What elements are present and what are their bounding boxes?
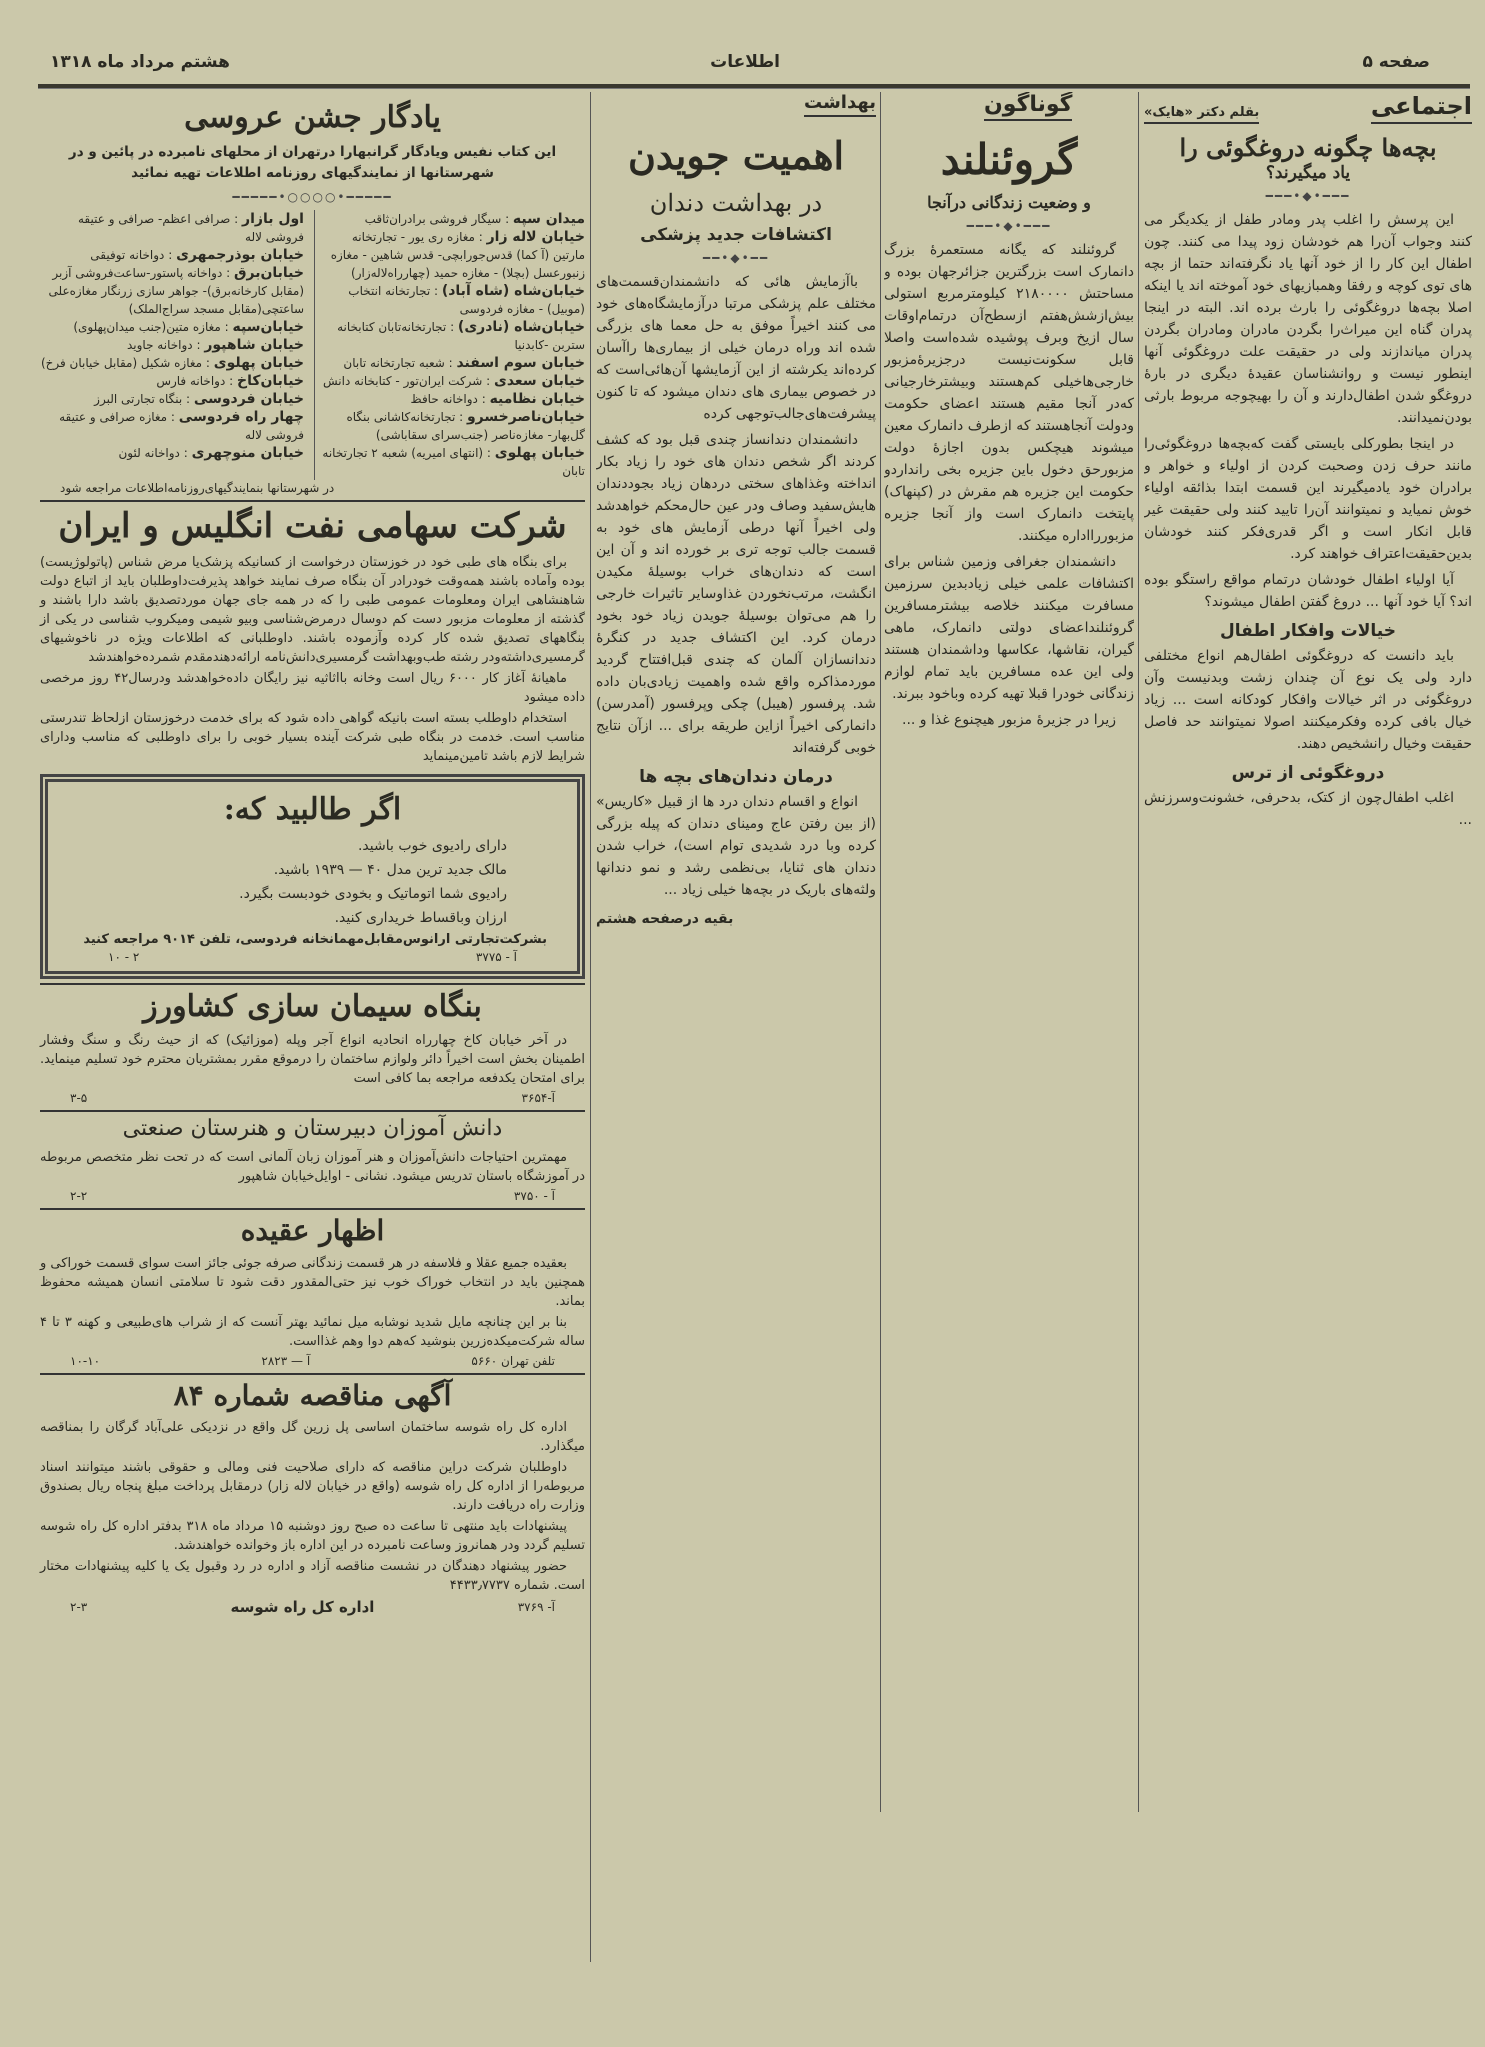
outlet-entry: خیابان‌ناصرخسرو : تجارتخانه‌کاشانی بنگاه گل‌بهار- مغازه‌ناصر (جنب‌سرای سقاباشی)	[346, 409, 585, 442]
outlet-list-left	[40, 210, 304, 480]
ad-signature: اداره کل راه شوسه	[230, 1598, 375, 1617]
street-name: خیابان‌شاه (شاه آباد)	[441, 283, 585, 299]
shop-names: سیگار فروشی برادران‌ثاقب	[364, 212, 502, 226]
paragraph: مهمترین احتیاجات دانش‌آموزان و هنر آموزان زبان آلمانی است که در تحت نظر متخصص مربوطه در آموزشگاه باستان تدریس میشود. نشانی - اوایل‌خیابان شاهپور	[40, 1150, 585, 1185]
article-greenland	[884, 92, 1134, 1992]
ad-line: دارای رادیوی خوب باشید.	[357, 837, 507, 854]
column-divider	[590, 92, 591, 1962]
article-subtitle: در بهداشت دندان	[649, 188, 823, 217]
street-name: خیابان لاله زار	[486, 229, 585, 245]
ad-phone: تلفن تهران ۵۶۶۰	[471, 1353, 555, 1368]
ad-title: دانش آموزان دبیرستان و هنرستان صنعتی	[122, 1115, 503, 1141]
ad-run: ۲ - ۱۰	[108, 949, 140, 964]
paragraph: پیشنهادات باید منتهی تا ساعت ده صبح روز دوشنبه ۱۵ مرداد ماه ۳۱۸ بدفتر اداره کل راه شوسه تسلیم گردد ودر همانروز وساعت نامبرده در این اداره باز وخوانده خواهندشد.	[40, 1519, 585, 1554]
ads-column	[40, 96, 585, 1621]
street-name: خیابان فردوسی	[193, 391, 304, 407]
ad-anglo-iranian-oil	[40, 500, 585, 772]
ornament: ━━━━━•○○○○•━━━━━	[232, 190, 393, 204]
outlet-entry: خیابان‌کاخ : دواخانه فارس	[156, 373, 304, 389]
ornament: ━━━•◆•━━━	[1265, 189, 1351, 204]
outlet-entry: خیابان‌سپه : مغازه متین(جنب میدان‌پهلوی)	[73, 319, 304, 335]
paragraph: دانشمندان دندانساز چندی قبل بود که کشف کردند اگر شخص دندان های خود را زیاد بکار انداخته وغذاهای سختی دردهان زیاد بجوددندان هایش‌سفید وصاف ودر عین حال‌محکم خواهدشد ولی اخیراً آنها درطی آزمایش های خود به قسمت جالب توجه تری بر خورده اند و آن این است که دندان‌های خراب بوسیلهٔ مکیدن انگشت، مرتب‌نخوردن غذاوسایر تاثیرات خارجی را هم می‌توان بوسیلهٔ جویدن زیاد خود بخود درمان کرد. این اکتشاف جدید در کنگرهٔ دندانسازان آلمان که چندی قبل‌افتتاح گردید موردمذاکره واقع شده واهمیت زیادی‌بان داده شد. پرفسور (هیبل) چکی وپرفسور (آمدرسن) دانمارکی اخیراً ازاین طریقه برای ... ازآن نتایج خوبی گرفته‌اند	[596, 432, 876, 757]
paragraph: در آخر خیابان کاخ چهارراه انحادیه انواع آجر وپله (موزائیک) که از حیث رنگ و سنگ وفشار اطمینان بخش است اخیراً دائر ولوازم ساختمان را درموقع مقرر بمشتریان محترم خود تسلیم مینماید. برای امتحان یکدفعه مراجعه بما کافی است	[40, 1032, 585, 1086]
shop-names: شعبه تجارتخانه تابان	[343, 356, 445, 370]
continued-note: بقیه درصفحه هشتم	[596, 911, 734, 928]
outlet-entry: خیابان منوچهری : دواخانه لئون	[118, 445, 304, 461]
ad-run: ۲-۳	[70, 1600, 88, 1615]
street-name: خیابان نظامیه	[489, 391, 585, 407]
ad-title: آگهی مناقصه شماره ۸۴	[173, 1378, 452, 1412]
article-chewing	[596, 92, 876, 2022]
section-label: بهداشت	[804, 92, 876, 117]
shop-names: دواخانه فارس	[156, 374, 226, 388]
street-name: خیابان‌برق	[233, 265, 304, 281]
ad-title: اظهار عقیده	[240, 1214, 385, 1248]
ad-line: رادیوی شما اتوماتیک و بخودی خودبست بگیرد.	[239, 885, 507, 902]
subheading: خیالات وافکار اطفال	[1220, 621, 1396, 642]
section-label: اجتماعی	[1371, 92, 1472, 124]
outlet-entry: خیابان‌شاه (نادری) : تجارتخانه‌تابان کتابخانه ستربن -کابدنیا	[337, 319, 585, 352]
shop-names: صرافی اعظم- صرافی و عتیقه فروشی لاله	[77, 212, 304, 244]
shop-names: بنگاه تجارتی البرز	[94, 392, 183, 406]
outlet-entry: خیابان بوذرجمهری : دواخانه توفیقی	[90, 247, 304, 263]
street-name: خیابان منوچهری	[191, 445, 304, 461]
article-children-lying	[1144, 92, 1472, 1992]
paragraph: داوطلبان شرکت دراین مناقصه که دارای صلاحیت فنی ومالی و حقوقی باشند میتوانند اسناد مربوطه‌را از اداره کل راه شوسه (واقع در خیابان لاله زار) درمقابل پرداخت مبلغ پنجاه ریال بصندوق وزارت راه دریافت دارند.	[40, 1460, 585, 1514]
shop-names: دواخانه حافظ	[410, 392, 478, 406]
issue-date: هشتم مرداد ماه ۱۳۱۸	[50, 52, 230, 72]
outlet-entry: خیابان شاهپور : دواخانه جاوید	[126, 337, 304, 353]
shop-names: دواخانه لئون	[118, 446, 180, 460]
shop-names: دواخانه پاستور-ساعت‌فروشی آزبر (مقابل کارخانه‌برق)- جواهر سازی زرنگار مغازه‌علی ساعتچی(مقابل مسجد سراج‌الملک)	[48, 266, 304, 316]
article-title: بچه‌ها چگونه دروغگوئی را	[1179, 133, 1437, 162]
paragraph: باآزمایش هائی که دانشمندان‌قسمت‌های مختلف علم پزشکی مرتبا درآزمایشگاه‌های خود می کنند اخیراً موفق به حل معما های بزرگی شده اند وراه درمان خیلی از بیماری‌ها راآسان کرده‌اند یکرشته از این آزمایشها آن‌هائی‌است که در خصوص بیماری های دندان میشود که تا کنون پیشرفت‌های‌جالب‌توجهی کرده	[596, 274, 876, 423]
ad-radio	[40, 772, 585, 983]
ad-school	[40, 1110, 585, 1208]
paragraph: دانشمندان جغرافی وزمین شناس برای اکتشافات علمی خیلی زیادبدین سرزمین مسافرت میکنند خلاصه بیشترمسافرین گروئنلنداعضای دولتی دانمارک، ماهی گیران، نقاشها، عکاسها وداشمندان هستند ولی این عده مسافرین باید تمام لوازم زندگانی خودرا قبلا تهیه کرده وباخود ببرند.	[884, 553, 1134, 702]
outlet-entry: خیابان‌برق : دواخانه پاستور-ساعت‌فروشی آزبر (مقابل کارخانه‌برق)- جواهر سازی زرنگار مغازه‌علی ساعتچی(مقابل مسجد سراج‌الملک)	[48, 265, 304, 316]
paragraph: اداره کل راه شوسه ساختمان اساسی پل زرین گل واقع در نزدیکی علی‌آباد گرگان را بمناقصه میگذارد.	[40, 1420, 585, 1455]
ad-title: شرکت سهامی نفت انگلیس و ایران	[58, 506, 567, 546]
ornament: ━━•◆•━━	[702, 251, 770, 266]
paragraph: بنا بر این چنانچه مایل شدید نوشابه میل نمائید بهتر آنست که از شراب های‌طبیعی و کهنه ۳ تا ۴ ساله شرکت‌میکده‌زرین بنوشید که‌هم دوا وهم غذااست.	[40, 1314, 585, 1349]
ad-intro: این کتاب نفیس ویادگار گرانبهارا درتهران از محلهای نامبرده در پائین و در شهرستانها از نمایندگیهای روزنامه اطلاعات تهیه نمائید	[68, 144, 557, 181]
street-name: خیابان سوم اسفند	[456, 355, 585, 371]
outlet-list-right	[314, 210, 585, 480]
shop-names: شرکت ایران‌تور - کتابخانه دانش	[322, 374, 483, 388]
article-title: گروئنلند	[940, 135, 1078, 184]
outlet-entry: خیابان نظامیه : دواخانه حافظ	[410, 391, 585, 407]
street-name: خیابان شاهپور	[204, 337, 304, 353]
paragraph: این پرسش را اغلب پدر ومادر طفل از یکدیگر می کنند وجواب آن‌را هم خودشان زود پیدا می کنند. چون اطفال این کار را از خود آنها یاد نگرفته‌اند حتما از بچه های توی کوچه و رفقا وهمبازیهای خود آموخته اند یا اینکه اصلا بچه‌ها دروغگوئی را بارث برده اند. البته در اینجا پدران گناه این میراث‌را بگردن مادران ومادران بگردن پدران میاندازند ولی در حقیقت علت دروغگوئی آنها اینطور نیست و روانشناسان عقیدهٔ دیگری در بارهٔ دروغگو شدن اطفال‌دارند و آن را بهیچوجه مربوط بارثی بودن‌نمیدانند.	[1144, 212, 1472, 427]
ad-contact: بشرکت‌تجارتی ارانوس‌مقابل‌مهمانخانه فردوسی، تلفن ۹۰۱۴ مراجعه کنید	[83, 931, 547, 947]
ad-cement	[40, 983, 585, 1110]
street-name: خیابان‌کاخ	[236, 373, 304, 389]
paragraph: بعقیده جمیع عقلا و فلاسفه در هر قسمت زندگانی صرفه جوئی جائز است سوای قسمت خوراکی و همچنین باید در انتخاب خوراک خوب نیز حتی‌المقدور دقت شود تا سلامتی انسان همیشه محفوظ بماند.	[40, 1255, 585, 1309]
ad-wedding-book	[40, 96, 585, 500]
column-divider	[880, 92, 881, 1812]
outlet-entry: خیابان فردوسی : بنگاه تجارتی البرز	[94, 391, 304, 407]
street-name: میدان سپه	[512, 211, 585, 227]
ad-code: آ — ۲۸۲۳	[261, 1353, 311, 1368]
shop-names: مغازه ری یور - تجارتخانه مارتین (آ کما) قدس‌جورابچی- قدس شاهین - مغازه زنبورعسل (بچلا) - مغازه حمید (چهارراه‌لاله‌زار)	[330, 230, 585, 280]
street-name: خیابان پهلوی	[213, 355, 304, 371]
shop-names: دواخانه جاوید	[126, 338, 193, 352]
street-name: خیابان بوذرجمهری	[176, 247, 304, 263]
paragraph: استخدام داوطلب بسته است بانیکه گواهی داده شود که برای خدمت درخوزستان ازلحاظ تندرستی مناسب است. خدمت در بنگاه طبی شرکت آینده بسیار خوبی را برای داوطلبی که مناسب ودارای شرایط لازم باشد تامین‌مینماید	[40, 710, 585, 764]
paragraph: ماهیانهٔ آغاز کار ۶۰۰۰ ریال است وخانه بااثاثیه نیز رایگان داده‌خواهدشد ودرسال۴۲ روز مرخصی داده میشود	[40, 670, 585, 705]
ad-code: آ - ۳۷۵۰	[513, 1189, 555, 1204]
paragraph: آیا اولیاء اطفال خودشان درتمام مواقع راستگو بوده اند؟ آیا خود آنها ... دروغ گفتن اطفال میشوند؟	[1144, 572, 1472, 611]
street-name: خیابان پهلوی	[494, 445, 585, 461]
ad-tender	[40, 1373, 585, 1622]
shop-names: مغازه صرافی و عتیقه فروشی لاله	[59, 410, 304, 442]
ad-title: بنگاه سیمان سازی کشاورز	[143, 988, 482, 1024]
paragraph: زیرا در جزیرهٔ مزبور هیچنوع غذا و ...	[902, 711, 1116, 728]
paragraph: باید دانست که دروغگوئی اطفال‌هم انواع مختلفی دارد ولی یک نوع آن چندان زشت وبدنیست وآن دروغگوئی در اثر خیالات وافکار کودکانه است ... زیاد خیال بافی کرده وفکرمیکنند اصولا نمیتوانند حد فاصل حقیقت وخیال رانشخیص دهند.	[1144, 648, 1472, 753]
ad-line: ارزان وباقساط خریداری کنید.	[334, 909, 507, 926]
paragraph: برای بنگاه های طبی خود در خوزستان درخواست از کسانیکه پزشک‌یا مرض شناس (پاتولوژیست) بوده وآماده باشند همه‌وقت خودرادر آن بنگاه صرف نمایند خواهد پذیرفت‌داوطلبان باید از اتباع دولت شاهنشاهی ایران ومعلومات عمومی طبی را که در همه جای جهان موردتصدیق باشد دارا باشند و گذشته از معلومات مزبور دست کم دوسال درمرض‌شناسی وبیو شیمی ومیکروب شناسی در یکی از بنگاههای تصدیق شده کار کرده وآزموده باشند. داوطلبانی که اطلاعات ویژه در ناخوشیهای گرمسیری‌داشته‌ودر رشته طب‌وبهداشت گرمسیری‌دانش‌نامه ارائه‌دهند‌مقدم شمرده‌خواهندشد	[40, 554, 585, 665]
outlet-entry: خیابان پهلوی : مغازه شکیل (مقابل خیابان فرخ)	[40, 355, 304, 371]
outlet-entry: خیابان لاله زار : مغازه ری یور - تجارتخانه مارتین (آ کما) قدس‌جورابچی- قدس شاهین - مغازه زنبورعسل (بچلا) - مغازه حمید (چهارراه‌لاله‌زار)	[330, 229, 585, 280]
paragraph: اغلب اطفال‌چون از کتک، بدحرفی، خشونت‌وسرزنش ...	[1144, 790, 1472, 829]
ad-run: ۲-۲	[70, 1189, 88, 1204]
article-subtitle: و وضعیت زندگانی درآنجا	[927, 193, 1091, 213]
shop-names: (انتهای امیریه) شعبه ۲ تجارتخانه تابان	[322, 446, 585, 478]
outlet-entry: خیابان سعدی : شرکت ایران‌تور - کتابخانه دانش	[322, 373, 585, 389]
ad-title: اگر طالبید که:	[223, 791, 402, 827]
paragraph: انواع و اقسام دندان درد ها از قبیل «کاریس» (از بین رفتن عاج ومینای دندان که پیله بزرگی کرده وبا درد شدیدی توام است)، خراب شدن دندان های ثنایا، بی‌نظمی رشد و نمو دندانها ولثه‌های باریک در بچه‌ها خیلی زیاد ...	[596, 794, 876, 899]
outlet-entry: خیابان پهلوی : (انتهای امیریه) شعبه ۲ تجارتخانه تابان	[322, 445, 585, 478]
street-name: خیابان سعدی	[494, 373, 585, 389]
article-subtitle: یاد میگیرند؟	[1265, 162, 1351, 183]
outlet-entry: چهار راه فردوسی : مغازه صرافی و عتیقه فروشی لاله	[59, 409, 304, 442]
newspaper-name: اطلاعات	[710, 52, 780, 72]
outlet-entry: خیابان‌شاه (شاه آباد) : تجارتخانه انتخاب (موبیل) - مغازه فردوسی	[348, 283, 585, 316]
subheading: درمان دندان‌های بچه ها	[639, 767, 833, 788]
outlet-entry: میدان سپه : سیگار فروشی برادران‌ثاقب	[364, 211, 585, 227]
column-divider	[1138, 92, 1139, 1812]
shop-names: دواخانه توفیقی	[90, 248, 165, 262]
street-name: اول بازار	[242, 211, 304, 227]
ad-opinion	[40, 1208, 585, 1373]
shop-names: تجارتخانه انتخاب (موبیل) - مغازه فردوسی	[348, 284, 585, 316]
ornament: ━━━•◆•━━━	[966, 218, 1052, 233]
outlet-entry: اول بازار : صرافی اعظم- صرافی و عتیقه فروشی لاله	[77, 211, 304, 244]
shop-names: مغازه شکیل (مقابل خیابان فرخ)	[40, 356, 203, 370]
article-kicker: اکتشافات جدید پزشکی	[640, 225, 832, 246]
ad-title: یادگار جشن عروسی	[184, 100, 441, 135]
ad-code: آ - ۳۷۷۵	[475, 949, 517, 964]
subheading: دروغگوئی از ترس	[1231, 763, 1385, 784]
paragraph: در اینجا بطورکلی بایستی گفت که‌بچه‌ها دروغگوئی‌را مانند حرف زدن وصحبت کردن از اولیاء و خواهر و برادران خود یادمیگیرند این قسمت ابتدا بذائقه اولیاء خوش نمیاید و نمیتوانند آن‌را تایید کنند ولی حقیقت غیر قابل انکار است و اگر قدری‌فکر کنند خودشان بدین‌حقیقت‌اعتراف خواهند کرد.	[1144, 436, 1472, 563]
street-name: خیابان‌سپه	[232, 319, 304, 335]
ad-code: آ-۳۶۵۴	[521, 1090, 555, 1105]
shop-names: تجارتخانه‌کاشانی بنگاه گل‌بهار- مغازه‌ناصر (جنب‌سرای سقاباشی)	[346, 410, 585, 442]
shop-names: تجارتخانه‌تابان کتابخانه ستربن -کابدنیا	[337, 320, 585, 352]
paragraph: حضور پیشنهاد دهندگان در نشست مناقصه آزاد و اداره در رد وقبول یک یا کلیه پیشنهادات مختار است. شماره ۴۴۳۳٫۷۷۳۷	[40, 1559, 585, 1594]
page-header	[40, 52, 1470, 82]
shop-names: مغازه متین(جنب میدان‌پهلوی)	[73, 320, 221, 334]
article-title: اهمیت جویدن	[627, 133, 845, 178]
ad-footer: در شهرستانها بنمایندگیهای‌روزنامه‌اطلاعات مراجعه شود	[60, 481, 335, 495]
street-name: خیابان‌ناصرخسرو	[466, 409, 585, 425]
ad-run: ۱۰-۱۰	[70, 1353, 101, 1368]
ad-line: مالک جدید ترین مدل ۴۰ — ۱۹۳۹ باشید.	[273, 861, 507, 878]
street-name: چهار راه فردوسی	[178, 409, 304, 425]
header-rule	[38, 84, 1470, 89]
street-name: خیابان‌شاه (نادری)	[457, 319, 585, 335]
ad-run: ۳-۵	[70, 1090, 88, 1105]
section-label: گوناگون	[984, 92, 1072, 121]
outlet-entry: خیابان سوم اسفند : شعبه تجارتخانه تابان	[343, 355, 585, 371]
page-number: صفحه ۵	[1362, 52, 1430, 72]
paragraph: گروئنلند که یگانه مستعمرهٔ بزرگ دانمارک است بزرگترین جزائرجهان بوده و مساحتش ۲۱۸۰۰۰۰ کیلومترمربع استولی بیش‌ازشش‌هفتم ازسطح‌آن درتمام‌اوقات سال ازیخ وبرف پوشیده شده‌است واصلا قابل سکونت‌نیست درجزیرهٔ‌مزبور خارجی‌هاخیلی کم‌هستند وبیشترخارجیانی که‌در آنجا مقیم هستند اعضای حکومت ودولت آنجاهستند که ازطرف دانمارک معین میشوند هیچکس بدون اجازهٔ دولت مزبورحق دخول باین جزیره بخی رانداردو حکومت این جزیره هم مقرش در (کپنهاک) پایتخت دانمارک است واز آنجا جزیره مزبوررااداره میکنند.	[884, 241, 1134, 544]
byline: بقلم دکتر «هایک»	[1144, 105, 1259, 124]
ad-code: آ- ۳۷۶۹	[517, 1600, 555, 1615]
